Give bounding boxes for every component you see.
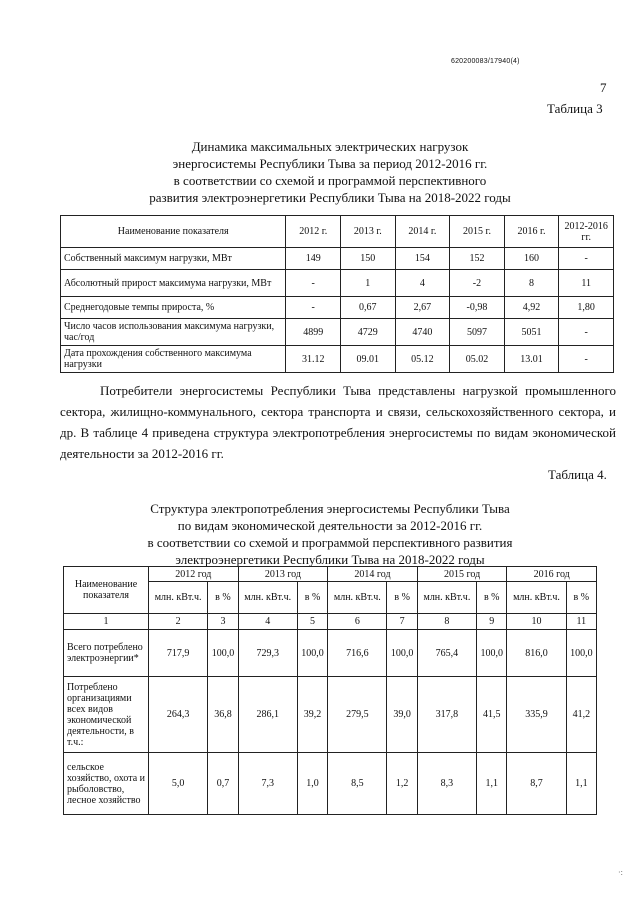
table3-cell: 150 (341, 248, 396, 270)
table-row (61, 297, 614, 319)
table4-title (40, 500, 620, 568)
table4-cell: 39,0 (387, 677, 417, 753)
table4-cell: 765,4 (417, 630, 476, 677)
table4-colnum: 6 (328, 614, 387, 630)
table3-cell: 4740 (395, 319, 450, 346)
table3-header-cell: 2015 г. (450, 216, 505, 248)
table4-year-row (64, 567, 597, 582)
table3-title (40, 138, 620, 206)
table4-year-header: 2012 год (149, 567, 239, 582)
table4-cell: 100,0 (297, 630, 327, 677)
table4-colnum-row (64, 614, 597, 630)
page-number: 7 (600, 80, 607, 95)
table4-cell: Всего потреблено электроэнергии* (64, 630, 149, 677)
table4-colnum: 5 (297, 614, 327, 630)
table4-label: Таблица 4. (548, 467, 607, 482)
table3-cell: 13.01 (504, 346, 559, 373)
table4-cell: 8,7 (507, 753, 566, 815)
table4-colnum: 9 (477, 614, 507, 630)
table4-cell: 1,0 (297, 753, 327, 815)
table3-header-cell: 2012 г. (286, 216, 341, 248)
table-row (64, 630, 597, 677)
table-row (64, 677, 597, 753)
table4-colnum: 7 (387, 614, 417, 630)
table-row (61, 248, 614, 270)
table4-unit-header: млн. кВт.ч. (149, 582, 208, 614)
table3-cell: - (559, 346, 614, 373)
table3-cell: 4 (395, 270, 450, 297)
table4-title-line: в соответствии со схемой и программой перспективного развития (147, 535, 513, 550)
table4-colnum: 10 (507, 614, 566, 630)
table3-cell: 1 (341, 270, 396, 297)
table3-cell: 4899 (286, 319, 341, 346)
table3-title-line: энергосистемы Республики Тыва за период 2012-2016 гг. (172, 156, 488, 171)
table3-cell: - (559, 319, 614, 346)
table4-title-line: электроэнергетики Республики Тыва на 2018-2022 годы (175, 552, 485, 567)
table3-header-cell: Наименование показателя (61, 216, 286, 248)
table4-colnum: 8 (417, 614, 476, 630)
table-row (61, 270, 614, 297)
table4-cell: 286,1 (238, 677, 297, 753)
table4-unit-header: в % (566, 582, 596, 614)
table3-cell: -0,98 (450, 297, 505, 319)
table4-title-line: Структура электропотребления энергосистемы Республики Тыва (150, 501, 510, 516)
table3-cell: 05.02 (450, 346, 505, 373)
table3-header-cell: 2012-2016 гг. (559, 216, 614, 248)
table-row (61, 346, 614, 373)
table3-cell: 09.01 (341, 346, 396, 373)
table4-cell: 729,3 (238, 630, 297, 677)
table3-title-line: развития электроэнергетики Республики Тыва на 2018-2022 годы (149, 190, 511, 205)
table4-cell: 0,7 (208, 753, 238, 815)
table4-unit-header: млн. кВт.ч. (328, 582, 387, 614)
table3-cell: -2 (450, 270, 505, 297)
table4-year-header: 2015 год (417, 567, 507, 582)
table4-cell: 816,0 (507, 630, 566, 677)
table3-label: Таблица 3 (547, 101, 603, 116)
body-paragraph: Потребители энергосистемы Республики Тыва представлены нагрузкой промышленного сектора, жилищно-коммунального, сектора транспорта и связи, сельскохозяйственного сектора, и др. В таблице 4 приведена структура электропотребления энергосистемы по видам экономической деятельности за 2012-2016 гг. (60, 383, 616, 461)
table4-unit-header: млн. кВт.ч. (238, 582, 297, 614)
table4-year-header: 2016 год (507, 567, 597, 582)
table3-cell: Абсолютный прирост максимума нагрузки, МВт (61, 270, 286, 297)
table4-unit-header: млн. кВт.ч. (417, 582, 476, 614)
table3-cell: 4,92 (504, 297, 559, 319)
table3-header-cell: 2016 г. (504, 216, 559, 248)
table4-cell: 41,5 (477, 677, 507, 753)
table4-colnum: 11 (566, 614, 596, 630)
table3-cell: 11 (559, 270, 614, 297)
table3-header-cell: 2013 г. (341, 216, 396, 248)
table3-cell: 5051 (504, 319, 559, 346)
table3-cell: 31.12 (286, 346, 341, 373)
table3-cell: 2,67 (395, 297, 450, 319)
table4-cell: 100,0 (477, 630, 507, 677)
table4-unit-header: в % (477, 582, 507, 614)
table4-year-header: 2013 год (238, 567, 328, 582)
table4-colnum: 2 (149, 614, 208, 630)
table3-cell: 0,67 (341, 297, 396, 319)
table4-cell: 39,2 (297, 677, 327, 753)
table4-cell: 716,6 (328, 630, 387, 677)
table3-cell: 154 (395, 248, 450, 270)
table3-cell: 160 (504, 248, 559, 270)
table3-cell: 149 (286, 248, 341, 270)
table3-cell: 152 (450, 248, 505, 270)
table4-cell: 8,5 (328, 753, 387, 815)
table3-cell: - (559, 248, 614, 270)
table4-unit-header: в % (297, 582, 327, 614)
table-row (61, 319, 614, 346)
table-row (64, 753, 597, 815)
table4-cell: 1,2 (387, 753, 417, 815)
table4-cell: 36,8 (208, 677, 238, 753)
table3-cell: Среднегодовые темпы прироста, % (61, 297, 286, 319)
table4-cell: 100,0 (387, 630, 417, 677)
table3 (60, 215, 614, 373)
table4-cell: 1,1 (566, 753, 596, 815)
table4-title-line: по видам экономической деятельности за 2012-2016 гг. (177, 518, 483, 533)
table4-year-header: 2014 год (328, 567, 418, 582)
table3-cell: - (286, 270, 341, 297)
table3-cell: Дата прохождения собственного максимума нагрузки (61, 346, 286, 373)
table4-name-header: Наименование показателя (64, 567, 149, 614)
table4-cell: 279,5 (328, 677, 387, 753)
table4-colnum: 3 (208, 614, 238, 630)
table4-cell: 100,0 (566, 630, 596, 677)
table4-cell: Потреблено организациями всех видов экономической деятельности, в т.ч.: (64, 677, 149, 753)
table4-unit-header: млн. кВт.ч. (507, 582, 566, 614)
table4-cell: 41,2 (566, 677, 596, 753)
table4-cell: 7,3 (238, 753, 297, 815)
table3-cell: 5097 (450, 319, 505, 346)
table4-cell: 335,9 (507, 677, 566, 753)
table3-cell: 4729 (341, 319, 396, 346)
table3-title-line: в соответствии со схемой и программой перспективного (173, 173, 487, 188)
table3-title-line: Динамика максимальных электрических нагрузок (191, 139, 469, 154)
table4-cell: 5,0 (149, 753, 208, 815)
table4-cell: сельское хозяйство, охота и рыболовство, лесное хозяйство (64, 753, 149, 815)
table4-colnum: 1 (64, 614, 149, 630)
table3-cell: 05.12 (395, 346, 450, 373)
table3-cell: - (286, 297, 341, 319)
table4-cell: 1,1 (477, 753, 507, 815)
table4-unit-header: в % (387, 582, 417, 614)
table3-header-row (61, 216, 614, 248)
table4 (63, 566, 597, 815)
table3-header-cell: 2014 г. (395, 216, 450, 248)
table3-cell: 8 (504, 270, 559, 297)
table4-colnum: 4 (238, 614, 297, 630)
table4-cell: 717,9 (149, 630, 208, 677)
table3-cell: Число часов использования максимума нагрузки, час/год (61, 319, 286, 346)
table4-unit-header: в % (208, 582, 238, 614)
table4-cell: 8,3 (417, 753, 476, 815)
table4-cell: 100,0 (208, 630, 238, 677)
table4-cell: 264,3 (149, 677, 208, 753)
table3-cell: 1,80 (559, 297, 614, 319)
document-id: 620200083/17940(4) (451, 58, 520, 65)
scan-mark: ·: (618, 868, 623, 877)
table3-cell: Собственный максимум нагрузки, МВт (61, 248, 286, 270)
table4-cell: 317,8 (417, 677, 476, 753)
